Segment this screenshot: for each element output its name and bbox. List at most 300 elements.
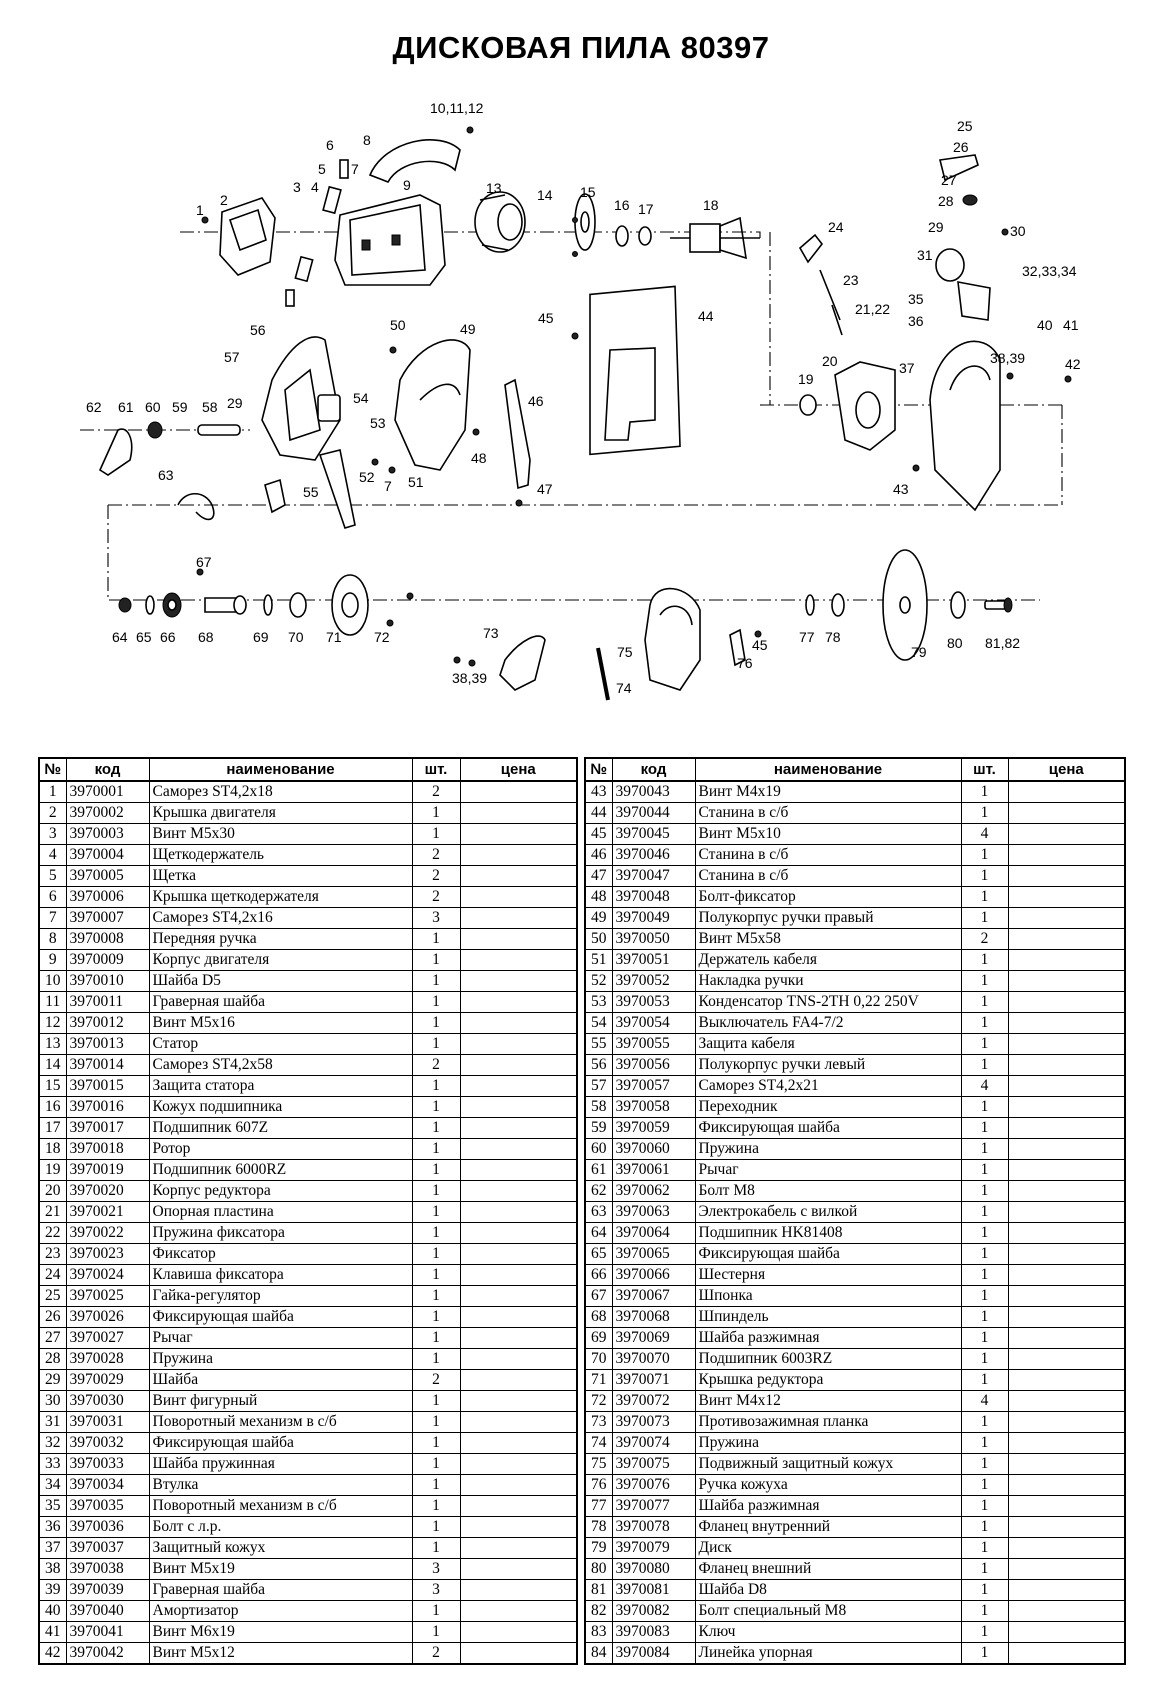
parts-table-right (584, 757, 1126, 1665)
cell-price (460, 1223, 577, 1244)
cell-qty: 1 (961, 1202, 1008, 1223)
callout: 30 (1010, 223, 1026, 239)
cell-qty: 2 (412, 866, 460, 887)
cell-num: 37 (39, 1538, 66, 1559)
cell-price (1008, 1454, 1125, 1475)
table-row (39, 1475, 577, 1496)
table-row (585, 1013, 1125, 1034)
cell-qty: 1 (412, 1181, 460, 1202)
cell-name: Защита статора (149, 1076, 412, 1097)
cell-qty: 1 (412, 1538, 460, 1559)
cell-code: 3970074 (612, 1433, 695, 1454)
cell-num: 28 (39, 1349, 66, 1370)
table-row (39, 971, 577, 992)
cell-price (460, 908, 577, 929)
cell-price (1008, 1643, 1125, 1665)
stator-protection-15 (575, 194, 595, 250)
adapter-58 (198, 425, 240, 435)
cell-code: 3970034 (66, 1475, 149, 1496)
cell-code: 3970016 (66, 1097, 149, 1118)
cell-num: 17 (39, 1118, 66, 1139)
cell-num: 39 (39, 1580, 66, 1601)
callout: 26 (953, 139, 969, 155)
table-body-left (39, 781, 577, 1664)
cell-num: 31 (39, 1412, 66, 1433)
cell-qty: 1 (961, 803, 1008, 824)
cell-price (460, 1412, 577, 1433)
cell-num: 80 (585, 1559, 612, 1580)
cell-code: 3970013 (66, 1034, 149, 1055)
cell-price (1008, 1496, 1125, 1517)
table-row (585, 1370, 1125, 1391)
cell-num: 19 (39, 1160, 66, 1181)
cell-name: Подшипник 607Z (149, 1118, 412, 1139)
callout: 51 (408, 474, 424, 490)
cell-name: Полукорпус ручки левый (695, 1055, 961, 1076)
cell-name: Крышка редуктора (695, 1370, 961, 1391)
cell-num: 5 (39, 866, 66, 887)
cell-price (1008, 781, 1125, 803)
cell-code: 3970075 (612, 1454, 695, 1475)
callout: 18 (703, 197, 719, 213)
cell-num: 77 (585, 1496, 612, 1517)
cell-code: 3970038 (66, 1559, 149, 1580)
cell-price (1008, 1538, 1125, 1559)
cell-num: 15 (39, 1076, 66, 1097)
callout: 7 (384, 478, 392, 494)
cell-num: 51 (585, 950, 612, 971)
header-num: № (585, 758, 612, 781)
callout: 24 (828, 219, 844, 235)
cell-price (460, 1454, 577, 1475)
cell-code: 3970076 (612, 1475, 695, 1496)
gearbox-housing-20 (835, 362, 895, 450)
table-row (39, 950, 577, 971)
cell-code: 3970064 (612, 1223, 695, 1244)
table-row (585, 1286, 1125, 1307)
table-row (39, 1559, 577, 1580)
cell-num: 81 (585, 1580, 612, 1601)
cell-code: 3970005 (66, 866, 149, 887)
washers-77-78 (806, 594, 844, 616)
cell-num: 42 (39, 1643, 66, 1665)
callout: 15 (580, 184, 596, 200)
table-row (39, 1328, 577, 1349)
cell-qty: 1 (961, 1160, 1008, 1181)
cell-name: Фиксирующая шайба (149, 1433, 412, 1454)
cell-code: 3970007 (66, 908, 149, 929)
cell-price (460, 1034, 577, 1055)
cell-price (460, 1580, 577, 1601)
table-row (585, 1076, 1125, 1097)
cell-num: 45 (585, 824, 612, 845)
callout: 71 (326, 629, 342, 645)
callout: 55 (303, 484, 319, 500)
cell-qty: 1 (961, 1013, 1008, 1034)
table-row (39, 1433, 577, 1454)
callout: 59 (172, 399, 188, 415)
cell-num: 1 (39, 781, 66, 803)
bearing-16-17 (616, 226, 651, 246)
cell-qty: 1 (961, 1307, 1008, 1328)
cell-qty: 1 (412, 1286, 460, 1307)
cell-code: 3970009 (66, 950, 149, 971)
table-row (585, 1622, 1125, 1643)
cell-name: Фланец внутренний (695, 1517, 961, 1538)
cell-qty: 1 (412, 1118, 460, 1139)
callout: 38,39 (990, 350, 1026, 366)
cell-num: 26 (39, 1307, 66, 1328)
cell-price (460, 1118, 577, 1139)
cell-qty: 1 (412, 1517, 460, 1538)
callout: 69 (253, 629, 269, 645)
cell-num: 57 (585, 1076, 612, 1097)
table-row (39, 1349, 577, 1370)
cell-code: 3970014 (66, 1055, 149, 1076)
cell-num: 66 (585, 1265, 612, 1286)
cell-num: 7 (39, 908, 66, 929)
table-row (39, 845, 577, 866)
cell-price (1008, 950, 1125, 971)
cell-price (1008, 1034, 1125, 1055)
table-row (39, 1601, 577, 1622)
cell-qty: 1 (412, 1223, 460, 1244)
table-header-row (585, 758, 1125, 781)
cell-code: 3970061 (612, 1160, 695, 1181)
anti-jam-plate-73 (500, 636, 545, 690)
callout: 14 (537, 187, 553, 203)
cell-price (460, 1076, 577, 1097)
table-row (585, 992, 1125, 1013)
cell-num: 75 (585, 1454, 612, 1475)
table-row (39, 1391, 577, 1412)
table-row (585, 866, 1125, 887)
cell-name: Шайба D5 (149, 971, 412, 992)
cell-code: 3970028 (66, 1349, 149, 1370)
cell-num: 32 (39, 1433, 66, 1454)
cell-qty: 4 (961, 1076, 1008, 1097)
cell-name: Втулка (149, 1475, 412, 1496)
base-plate-44 (590, 286, 680, 454)
table-row (39, 1580, 577, 1601)
cell-qty: 1 (961, 1538, 1008, 1559)
cell-num: 72 (585, 1391, 612, 1412)
cell-price (460, 1433, 577, 1454)
callout: 29 (928, 219, 944, 235)
table-row (39, 992, 577, 1013)
table-row (39, 1622, 577, 1643)
cell-name: Станина в с/б (695, 866, 961, 887)
cell-code: 3970080 (612, 1559, 695, 1580)
cell-qty: 1 (961, 1139, 1008, 1160)
cell-qty: 1 (412, 1433, 460, 1454)
handle-half-right-49 (395, 340, 470, 470)
cell-qty: 1 (412, 1034, 460, 1055)
cell-code: 3970004 (66, 845, 149, 866)
cell-num: 12 (39, 1013, 66, 1034)
cell-num: 35 (39, 1496, 66, 1517)
cell-num: 61 (585, 1160, 612, 1181)
table-row (39, 1454, 577, 1475)
cell-qty: 1 (412, 950, 460, 971)
cell-num: 71 (585, 1370, 612, 1391)
table-row (39, 1055, 577, 1076)
cell-code: 3970023 (66, 1244, 149, 1265)
cell-price (460, 1202, 577, 1223)
table-row (585, 1538, 1125, 1559)
callout: 54 (353, 390, 369, 406)
cell-num: 22 (39, 1223, 66, 1244)
table-row (39, 1181, 577, 1202)
cell-qty: 1 (412, 1202, 460, 1223)
switch-54 (318, 395, 340, 421)
cell-qty: 1 (412, 992, 460, 1013)
cell-qty: 4 (961, 824, 1008, 845)
cell-qty: 1 (412, 1097, 460, 1118)
cell-name: Фиксирующая шайба (695, 1118, 961, 1139)
table-row (585, 1055, 1125, 1076)
cell-name: Болт M8 (695, 1181, 961, 1202)
cell-price (460, 929, 577, 950)
cell-qty: 1 (412, 1244, 460, 1265)
cell-num: 3 (39, 824, 66, 845)
cell-qty: 4 (961, 1391, 1008, 1412)
cell-qty: 1 (961, 1580, 1008, 1601)
cell-name: Диск (695, 1538, 961, 1559)
header-code: код (66, 758, 149, 781)
cell-price (460, 1517, 577, 1538)
cell-name: Фиксирующая шайба (695, 1244, 961, 1265)
cell-code: 3970006 (66, 887, 149, 908)
cell-name: Винт M4x12 (695, 1391, 961, 1412)
cell-price (460, 1475, 577, 1496)
cell-price (460, 1370, 577, 1391)
table-row (585, 1034, 1125, 1055)
exploded-view-diagram (0, 0, 1162, 740)
cell-qty: 1 (961, 1349, 1008, 1370)
cell-code: 3970052 (612, 971, 695, 992)
cell-price (460, 1055, 577, 1076)
cell-num: 11 (39, 992, 66, 1013)
cell-name: Болт-фиксатор (695, 887, 961, 908)
cell-price (1008, 1139, 1125, 1160)
cell-num: 82 (585, 1601, 612, 1622)
header-price: цена (1008, 758, 1125, 781)
cell-code: 3970037 (66, 1538, 149, 1559)
cell-code: 3970033 (66, 1454, 149, 1475)
cell-name: Шестерня (695, 1265, 961, 1286)
cell-qty: 1 (961, 866, 1008, 887)
table-row (39, 1223, 577, 1244)
table-row (585, 1307, 1125, 1328)
callout: 75 (617, 644, 633, 660)
callout: 74 (616, 680, 632, 696)
callout: 41 (1063, 317, 1079, 333)
cell-price (1008, 887, 1125, 908)
table-row (39, 1097, 577, 1118)
cell-name: Шайба пружинная (149, 1454, 412, 1475)
cell-name: Рычаг (149, 1328, 412, 1349)
cell-num: 25 (39, 1286, 66, 1307)
table-row (39, 908, 577, 929)
cell-name: Ключ (695, 1622, 961, 1643)
header-name: наименование (695, 758, 961, 781)
cell-qty: 1 (961, 1118, 1008, 1139)
assembly-axes (80, 232, 1065, 600)
table-row (39, 1076, 577, 1097)
cable-63 (178, 494, 214, 520)
spindle-row (119, 575, 368, 635)
cell-num: 4 (39, 845, 66, 866)
callout: 57 (224, 349, 240, 365)
cell-code: 3970070 (612, 1349, 695, 1370)
table-row (39, 1538, 577, 1559)
cell-code: 3970067 (612, 1286, 695, 1307)
table-row (585, 929, 1125, 950)
cell-qty: 3 (412, 1559, 460, 1580)
table-row (585, 1433, 1125, 1454)
cell-qty: 1 (961, 781, 1008, 803)
callout: 13 (486, 180, 502, 196)
cell-code: 3970081 (612, 1580, 695, 1601)
cell-code: 3970059 (612, 1118, 695, 1139)
table-row (39, 1517, 577, 1538)
cell-qty: 1 (412, 1013, 460, 1034)
cell-price (1008, 971, 1125, 992)
cell-price (460, 1538, 577, 1559)
cell-code: 3970050 (612, 929, 695, 950)
cell-name: Полукорпус ручки правый (695, 908, 961, 929)
cell-num: 64 (585, 1223, 612, 1244)
table-row (585, 1265, 1125, 1286)
cell-code: 3970060 (612, 1139, 695, 1160)
cell-qty: 1 (961, 1412, 1008, 1433)
callout: 77 (799, 629, 815, 645)
cell-name: Держатель кабеля (695, 950, 961, 971)
callout: 78 (825, 629, 841, 645)
cell-qty: 1 (961, 1244, 1008, 1265)
cell-code: 3970046 (612, 845, 695, 866)
table-row (585, 1328, 1125, 1349)
cell-price (460, 1013, 577, 1034)
cell-code: 3970068 (612, 1307, 695, 1328)
cell-qty: 1 (412, 1412, 460, 1433)
cell-price (460, 1349, 577, 1370)
cell-num: 58 (585, 1097, 612, 1118)
table-row (39, 1202, 577, 1223)
cell-price (460, 1307, 577, 1328)
callout: 29 (227, 395, 243, 411)
table-row (585, 971, 1125, 992)
cell-price (460, 1601, 577, 1622)
cell-price (1008, 866, 1125, 887)
table-row (585, 1349, 1125, 1370)
cell-price (1008, 803, 1125, 824)
cell-name: Граверная шайба (149, 992, 412, 1013)
cell-num: 76 (585, 1475, 612, 1496)
cell-qty: 1 (412, 824, 460, 845)
stator-13 (475, 192, 525, 252)
cell-price (1008, 1559, 1125, 1580)
cell-code: 3970057 (612, 1076, 695, 1097)
cell-name: Фиксирующая шайба (149, 1307, 412, 1328)
cell-code: 3970010 (66, 971, 149, 992)
callout: 46 (528, 393, 544, 409)
cell-num: 43 (585, 781, 612, 803)
cell-num: 38 (39, 1559, 66, 1580)
cell-num: 29 (39, 1370, 66, 1391)
cell-price (460, 803, 577, 824)
table-row (39, 1160, 577, 1181)
cell-qty: 1 (961, 1601, 1008, 1622)
cell-num: 78 (585, 1517, 612, 1538)
cell-num: 48 (585, 887, 612, 908)
cell-price (460, 1328, 577, 1349)
callout: 47 (537, 481, 553, 497)
cell-num: 84 (585, 1643, 612, 1665)
cell-name: Граверная шайба (149, 1580, 412, 1601)
cell-qty: 1 (412, 1307, 460, 1328)
callout: 37 (899, 360, 915, 376)
callout: 17 (638, 201, 654, 217)
cell-qty: 1 (961, 1181, 1008, 1202)
callout: 81,82 (985, 635, 1021, 651)
cell-num: 54 (585, 1013, 612, 1034)
callout: 40 (1037, 317, 1053, 333)
cell-name: Фиксатор (149, 1244, 412, 1265)
callout: 49 (460, 321, 476, 337)
cell-price (1008, 1601, 1125, 1622)
cell-price (460, 845, 577, 866)
callout: 79 (911, 644, 927, 660)
cell-num: 44 (585, 803, 612, 824)
cell-num: 18 (39, 1139, 66, 1160)
callout: 62 (86, 399, 102, 415)
cell-price (460, 1139, 577, 1160)
cell-num: 33 (39, 1454, 66, 1475)
callout: 73 (483, 625, 499, 641)
cell-num: 14 (39, 1055, 66, 1076)
table-row (585, 1559, 1125, 1580)
table-row (39, 1118, 577, 1139)
cell-name: Рычаг (695, 1160, 961, 1181)
cell-name: Саморез ST4,2x58 (149, 1055, 412, 1076)
table-row (585, 908, 1125, 929)
cell-qty: 1 (961, 887, 1008, 908)
cell-qty: 1 (961, 950, 1008, 971)
cell-price (1008, 1370, 1125, 1391)
cell-name: Щеткодержатель (149, 845, 412, 866)
cell-qty: 1 (961, 1328, 1008, 1349)
cell-code: 3970051 (612, 950, 695, 971)
cell-price (460, 992, 577, 1013)
cell-qty: 1 (412, 803, 460, 824)
cell-price (1008, 845, 1125, 866)
cell-name: Гайка-регулятор (149, 1286, 412, 1307)
cell-price (460, 1265, 577, 1286)
cell-qty: 2 (412, 1643, 460, 1665)
cell-code: 3970069 (612, 1328, 695, 1349)
callout: 23 (843, 272, 859, 288)
cell-code: 3970025 (66, 1286, 149, 1307)
front-handle-8 (370, 140, 460, 182)
cell-code: 3970011 (66, 992, 149, 1013)
cell-name: Щетка (149, 866, 412, 887)
table-row (585, 1118, 1125, 1139)
callout: 72 (374, 629, 390, 645)
cell-num: 21 (39, 1202, 66, 1223)
cell-price (460, 781, 577, 803)
